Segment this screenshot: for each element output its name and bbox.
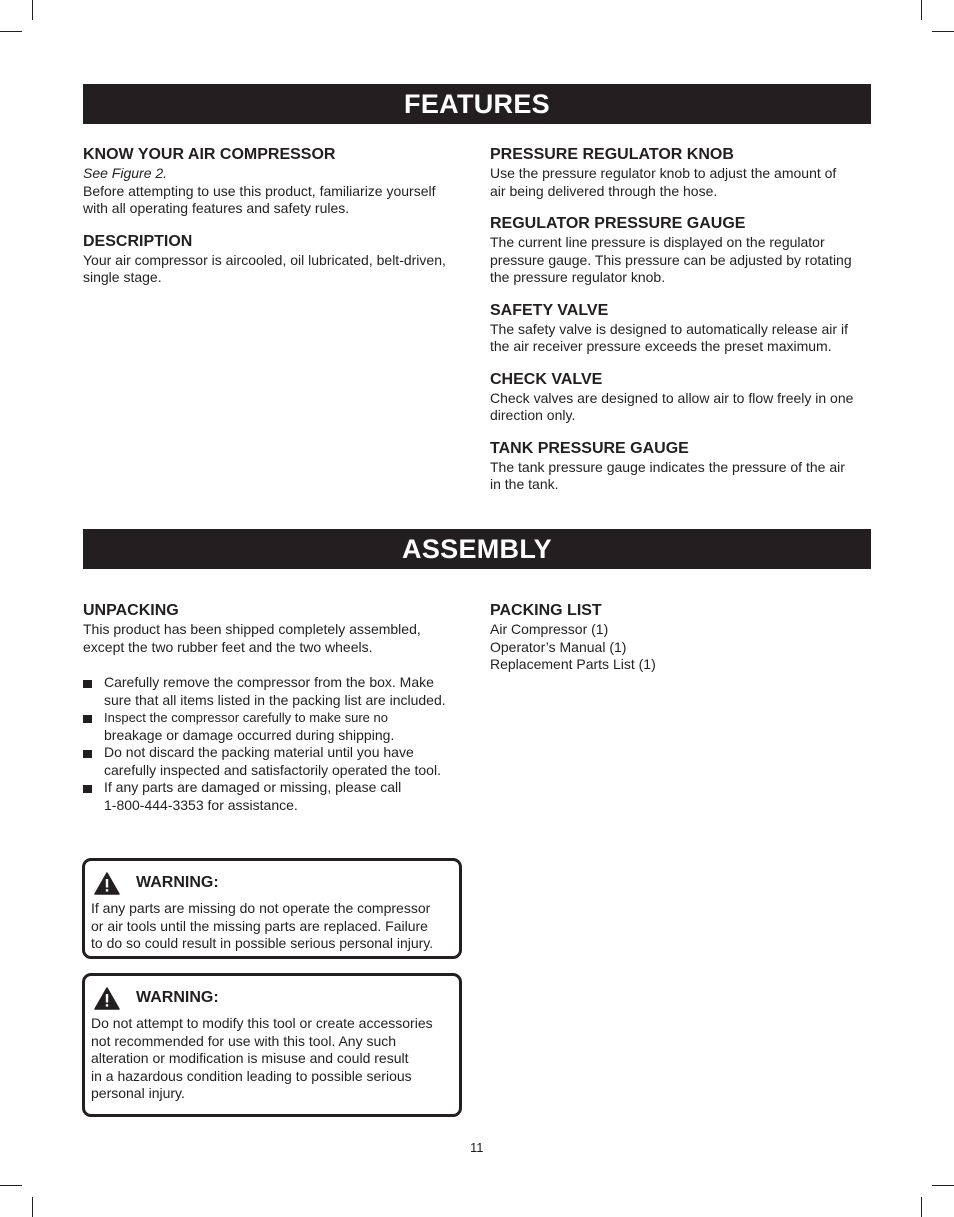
warning-title: WARNING: [136, 989, 219, 1006]
body-line: air being delivered through the hose. [490, 182, 718, 199]
warning-line: to do so could result in possible serious personal injury. [91, 935, 434, 951]
crop-mark [32, 1197, 33, 1217]
bullet-line: If any parts are damaged or missing, please call [104, 779, 402, 795]
body-line: single stage. [83, 269, 162, 285]
warning-line: in a hazardous condition leading to possible serious [91, 1067, 412, 1084]
packing-list-item: Replacement Parts List (1) [490, 656, 656, 672]
warning-title: WARNING: [136, 874, 219, 891]
know-your-compressor-section [83, 146, 465, 218]
safety-valve-section [490, 302, 875, 356]
body-line: Check valves are designed to allow air to flow freely in one [490, 389, 854, 406]
crop-mark [0, 31, 22, 32]
description-section [83, 233, 465, 287]
features-right-column [490, 146, 875, 509]
section-heading: TANK PRESSURE GAUGE [490, 439, 689, 457]
crop-mark [921, 1197, 922, 1217]
section-heading: UNPACKING [83, 602, 179, 619]
body-line: The safety valve is designed to automatically release air if [490, 320, 848, 337]
assembly-left-column [83, 602, 465, 814]
warning-header [91, 871, 459, 895]
body-line: pressure gauge. This pressure can be adjusted by rotating [490, 251, 852, 268]
bullet-item [83, 674, 465, 709]
warning-triangle-icon [94, 987, 120, 1010]
warning-line: If any parts are missing do not operate the compressor [91, 900, 431, 916]
bullet-line: sure that all items listed in the packing list are included. [104, 691, 446, 708]
check-valve-section [490, 371, 875, 425]
unpacking-section [83, 602, 465, 814]
bullet-square-icon [83, 750, 92, 758]
warning-line: or air tools until the missing parts are replaced. Failure [91, 917, 428, 934]
regulator-gauge-section [490, 215, 875, 287]
packing-list-item: Air Compressor (1) [490, 621, 609, 637]
figure-reference: See Figure 2. [83, 165, 168, 181]
section-heading: SAFETY VALVE [490, 301, 609, 319]
body-line: This product has been shipped completely assembled, [83, 621, 421, 637]
features-left-column [83, 146, 465, 302]
bullet-line: Carefully remove the compressor from the box. Make [104, 674, 434, 690]
body-line: with all operating features and safety rules. [83, 200, 350, 216]
bullet-square-icon [83, 680, 92, 688]
section-heading: KNOW YOUR AIR COMPRESSOR [83, 146, 336, 163]
bullet-item [83, 779, 465, 814]
features-banner: FEATURES [83, 84, 871, 124]
bullet-item [83, 709, 465, 744]
warning-line: alteration or modification is misuse and could result [91, 1050, 409, 1066]
warning-header [91, 986, 459, 1010]
body-line: direction only. [490, 407, 576, 423]
regulator-knob-section [490, 146, 875, 200]
warning-line: Do not attempt to modify this tool or create accessories [91, 1015, 433, 1031]
bullet-line: 1-800-444-3353 for assistance. [104, 796, 298, 813]
bullet-item [83, 744, 465, 779]
bullet-line: carefully inspected and satisfactorily operated the tool. [104, 761, 441, 778]
warning-box [82, 973, 462, 1117]
tank-gauge-section [490, 440, 875, 494]
bullet-line: breakage or damage occurred during shipping. [104, 726, 395, 743]
bullet-square-icon [83, 715, 92, 723]
assembly-banner: ASSEMBLY [83, 529, 871, 569]
page-number: 11 [470, 1140, 484, 1155]
unpacking-bullet-list [83, 674, 465, 814]
crop-mark [32, 0, 33, 20]
body-line: The current line pressure is displayed on the regulator [490, 234, 825, 250]
body-line: Before attempting to use this product, familiarize yourself [83, 182, 436, 199]
section-heading: REGULATOR PRESSURE GAUGE [490, 215, 746, 232]
warning-box [82, 858, 462, 959]
body-line: Your air compressor is aircooled, oil lubricated, belt-driven, [83, 251, 446, 268]
crop-mark [921, 0, 922, 20]
warning-triangle-icon [94, 872, 120, 895]
bullet-line: Do not discard the packing material until you have [104, 744, 414, 760]
section-heading: CHECK VALVE [490, 370, 603, 388]
body-line: The tank pressure gauge indicates the pressure of the air [490, 458, 845, 475]
crop-mark [0, 1185, 22, 1186]
crop-mark [932, 1185, 954, 1186]
bullet-line: Inspect the compressor carefully to make sure no [104, 710, 388, 725]
assembly-right-column [490, 602, 872, 674]
body-line: the pressure regulator knob. [490, 269, 666, 285]
packing-list-item: Operator’s Manual (1) [490, 638, 627, 655]
crop-mark [932, 31, 954, 32]
section-heading: PACKING LIST [490, 602, 602, 619]
warning-line: personal injury. [91, 1085, 185, 1101]
body-line: Use the pressure regulator knob to adjust the amount of [490, 165, 837, 181]
warning-line: not recommended for use with this tool. Any such [91, 1032, 397, 1049]
body-line: except the two rubber feet and the two wheels. [83, 638, 373, 655]
section-heading: PRESSURE REGULATOR KNOB [490, 146, 734, 163]
body-line: the air receiver pressure exceeds the preset maximum. [490, 338, 832, 354]
section-heading: DESCRIPTION [83, 232, 193, 250]
bullet-square-icon [83, 785, 92, 793]
body-line: in the tank. [490, 476, 559, 492]
